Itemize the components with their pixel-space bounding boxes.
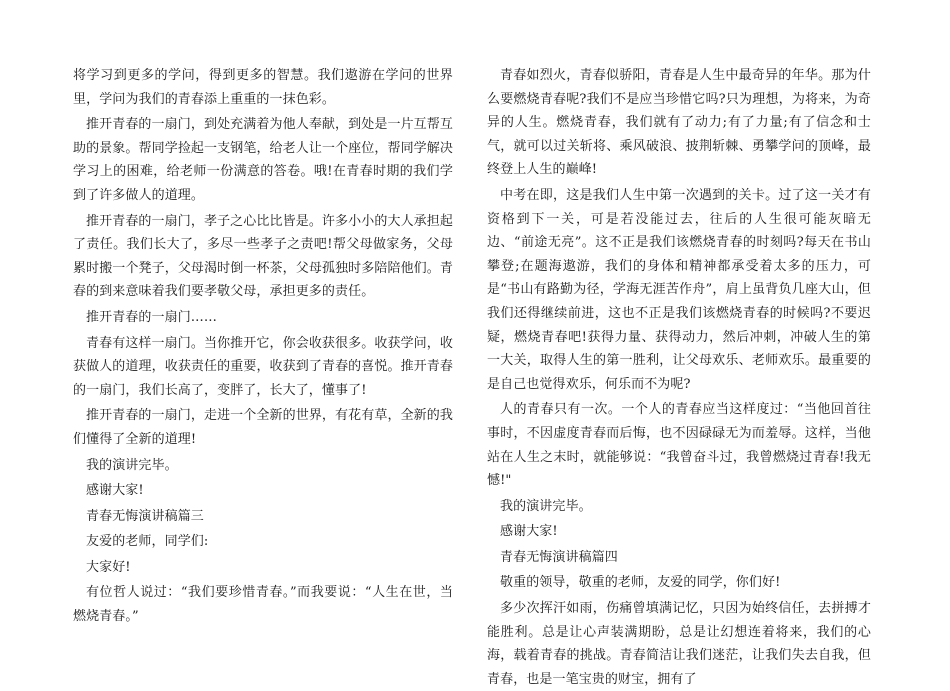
paragraph: 感谢大家!	[500, 524, 558, 540]
salutation: 敬重的领导，敬重的老师，友爱的同学，你们好!	[500, 575, 781, 591]
paragraph: 将学习到更多的学问，得到更多的智慧。我们遨游在学问的世界里，学问为我们的青春添上重重的一抹色彩。	[73, 68, 453, 107]
paragraph: 青春有这样一扇门。当你推开它，你会收获很多。收获学问，收获做人的道理，收获责任的重要，收获到了青春的喜悦。推开青春的一扇门，我们长高了，变胖了，长大了，懂事了!	[73, 335, 453, 398]
paragraph: 多少次挥汗如雨，伤痛曾填满记忆，只因为始终信任，去拼搏才能胜利。总是让心声装满期盼，总是让幻想连着将来，我们的心海，载着青春的挑战。青春简洁让我们迷茫，让我们失去自我，但青春，也是一笔宝贵的财宝，拥有了	[487, 601, 871, 687]
left-column	[73, 64, 453, 629]
section-heading: 青春无悔演讲稿篇四	[500, 549, 618, 565]
paragraph: 推开青春的一扇门，孝子之心比比皆是。许多小小的大人承担起了责任。我们长大了，多尽一些孝子之责吧!帮父母做家务，父母累时搬一个凳子，父母渴时倒一杯茶，父母孤独时多陪陪他们。青春的到来意味着我们要孝敬父母，承担更多的责任。	[73, 213, 453, 300]
paragraph: 推开青春的一扇门……	[86, 309, 218, 325]
paragraph: 中考在即，这是我们人生中第一次遇到的关卡。过了这一关才有资格到下一关，可是若没能过去，往后的人生很可能灰暗无边、“前途无亮”。这不正是我们该燃烧青春的时刻吗?每天在书山攀登;在题海遨游，我们的身体和精神都承受着太多的压力，可是“书山有路勤为径，学海无涯苦作舟”，肩上虽背负几座大山，但我们还得继续前进，这也不正是我们该燃烧青春的时候吗?不要迟疑，燃烧青春吧!获得力量、获得动力，然后冲刺，冲破人生的第一大关，取得人生的第一胜利，让父母欢乐、老师欢乐。最重要的是自己也觉得欢乐，何乐而不为呢?	[487, 187, 871, 392]
paragraph: 我的演讲完毕。	[86, 457, 178, 473]
section-heading: 青春无悔演讲稿篇三	[86, 508, 204, 524]
paragraph: 人的青春只有一次。一个人的青春应当这样度过：“当他回首往事时，不因虚度青春而后悔，也不因碌碌无为而羞辱。这样，当他站在人生之末时，就能够说：“我曾奋斗过，我曾燃烧过青春!我无憾!"	[487, 402, 871, 489]
paragraph: 青春如烈火，青春似骄阳，青春是人生中最奇异的年华。那为什么要燃烧青春呢?我们不是应当珍惜它吗?只为理想，为将来，为奇异的人生。燃烧青春，我们就有了动力;有了力量;有了信念和士气，就可以过关斩将、乘风破浪、披荆斩棘、勇攀学问的顶峰，最终登上人生的巅峰!	[487, 68, 871, 178]
paragraph: 我的演讲完毕。	[500, 498, 592, 514]
paragraph: 推开青春的一扇门，走进一个全新的世界，有花有草，全新的我们懂得了全新的道理!	[73, 408, 453, 447]
greeting: 大家好!	[86, 559, 131, 575]
paragraph: 有位哲人说过：“我们要珍惜青春。”而我要说：“人生在世，当燃烧青春。”	[73, 585, 453, 625]
salutation: 友爱的老师，同学们:	[86, 534, 209, 550]
right-column	[487, 64, 871, 691]
paragraph: 推开青春的一扇门，到处充满着为他人奉献，到处是一片互帮互助的景象。帮同学捡起一支钢笔，给老人让一个座位，帮同学解决学习上的困难，给老师一份满意的答卷。哦!在青春时期的我们学到了许多做人的道理。	[73, 117, 453, 203]
paragraph: 感谢大家!	[86, 483, 144, 499]
